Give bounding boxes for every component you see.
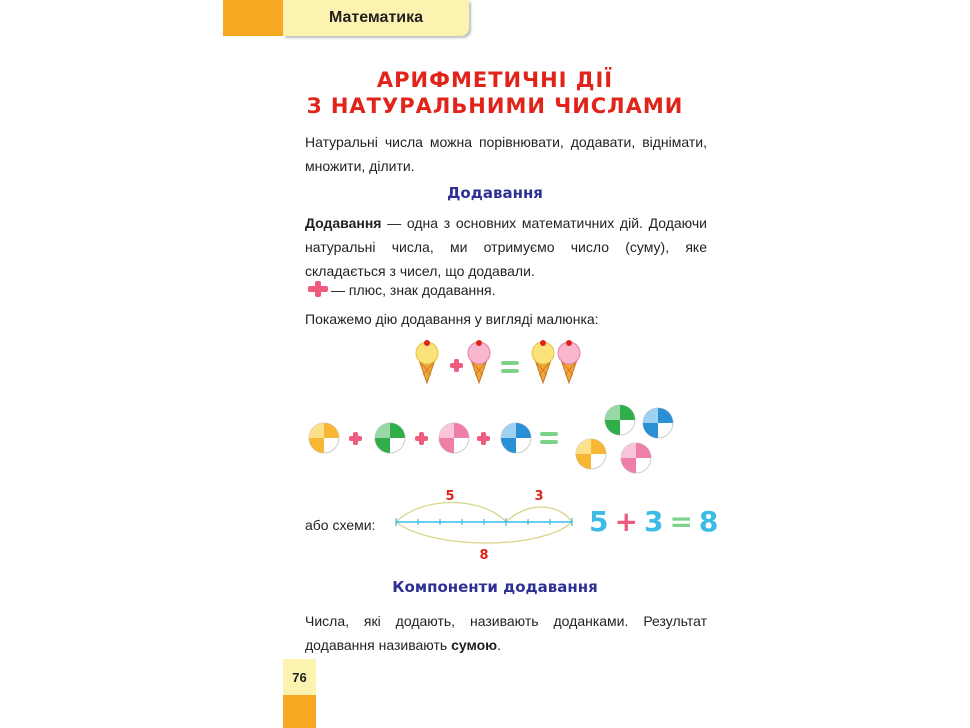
scheme-equation bbox=[589, 504, 718, 538]
ice-cream-illustration bbox=[405, 337, 595, 393]
beach-ball-icon bbox=[643, 408, 673, 438]
intro-paragraph: Натуральні числа можна порівнювати, додавати, віднімати, множити, ділити. bbox=[305, 134, 707, 174]
picture-intro: Покажемо дію додавання у вигляді малюнка: bbox=[305, 311, 599, 327]
equation-equals: = bbox=[669, 504, 693, 538]
ice-cream-icon bbox=[532, 340, 554, 383]
scheme-label: або схеми: bbox=[305, 517, 376, 533]
equation-result: 8 bbox=[698, 504, 719, 538]
beach-ball-icon bbox=[375, 423, 405, 453]
equation-term-b: 3 bbox=[643, 504, 664, 538]
components-heading: Компоненти додавання bbox=[392, 578, 598, 596]
definition-text: — одна з основних математичних дій. Додаючи натуральні числа, ми отримуємо число (суму), яке складається з чисел, що додавали. bbox=[305, 215, 707, 279]
components-text: Числа, які додають, називають доданками. Результат додавання називають bbox=[305, 613, 707, 653]
scheme-part-b: 3 bbox=[534, 489, 544, 504]
definition-term: Додавання bbox=[305, 215, 382, 231]
page-title-line-2: З НАТУРАЛЬНИМИ ЧИСЛАМИ bbox=[306, 94, 684, 118]
equation-plus: + bbox=[614, 504, 638, 538]
components-paragraph bbox=[305, 609, 707, 657]
addition-heading: Додавання bbox=[447, 184, 543, 202]
equation-term-a: 5 bbox=[589, 504, 609, 538]
beach-ball-icon bbox=[439, 423, 469, 453]
number-line-scheme bbox=[392, 482, 582, 564]
plus-note: — плюс, знак додавання. bbox=[331, 282, 496, 298]
plus-sign-icon bbox=[307, 280, 329, 298]
ice-cream-icon bbox=[416, 340, 438, 383]
scheme-total: 8 bbox=[479, 548, 489, 563]
beach-ball-icon bbox=[501, 423, 531, 453]
page-number: 76 bbox=[283, 659, 316, 695]
beach-ball-icon bbox=[605, 405, 635, 435]
subject-label: Математика bbox=[328, 9, 424, 26]
ice-cream-icon bbox=[468, 340, 490, 383]
components-text-end: . bbox=[497, 637, 502, 653]
components-term: сумою bbox=[451, 637, 498, 653]
ice-cream-icon bbox=[558, 340, 580, 383]
beach-ball-illustration bbox=[300, 398, 690, 480]
header-accent-bar bbox=[223, 0, 283, 36]
page-title-line-1: АРИФМЕТИЧНІ ДІЇ bbox=[376, 68, 614, 92]
scheme-part-a: 5 bbox=[445, 489, 455, 504]
beach-ball-icon bbox=[576, 439, 606, 469]
subject-tab bbox=[283, 0, 469, 36]
addition-definition bbox=[305, 211, 707, 283]
beach-ball-icon bbox=[621, 443, 651, 473]
beach-ball-icon bbox=[309, 423, 339, 453]
